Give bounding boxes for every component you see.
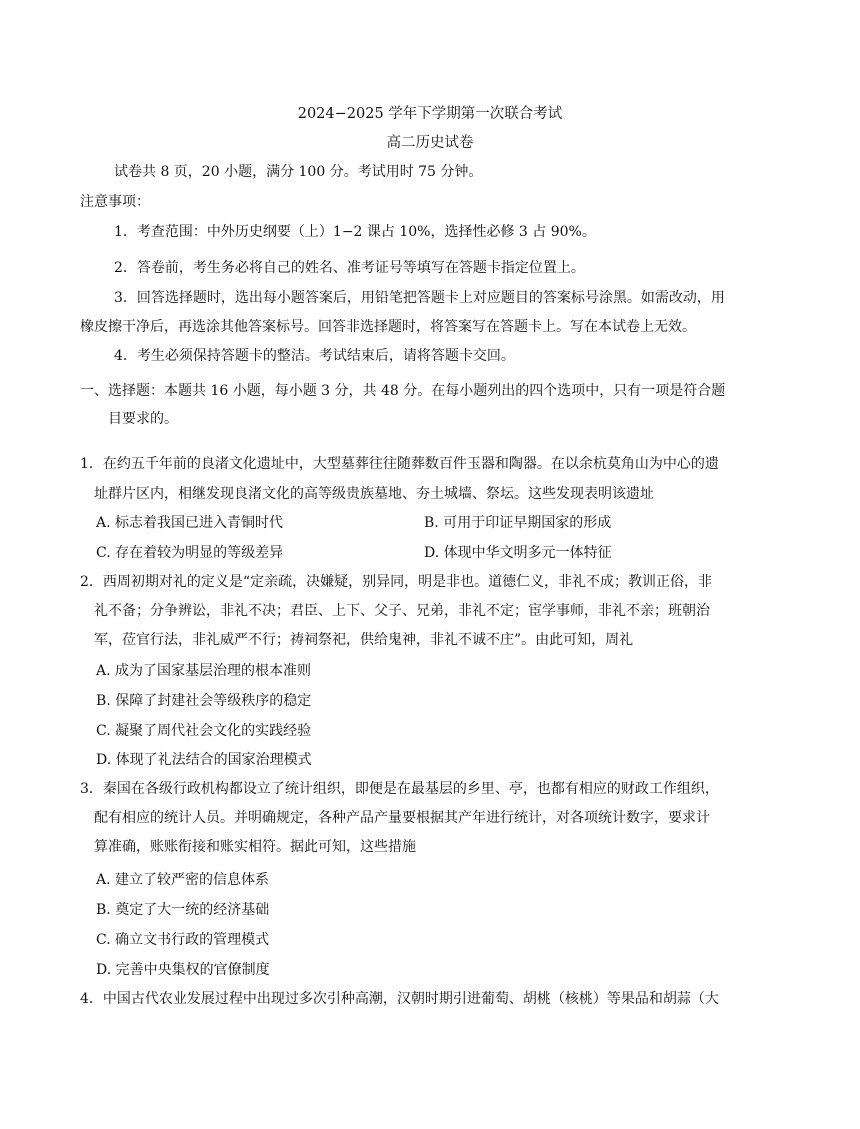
note-item-continued: 橡皮擦干净后，再选涂其他答案标号。回答非选择题时，将答案写在答题卡上。写在本试卷上无效。: [80, 319, 696, 335]
exam-subtitle: 高二历史试卷: [386, 135, 474, 151]
question-2-option-c: C. 凝聚了周代社会文化的实践经验: [96, 723, 312, 739]
exam-info: 试卷共 8 页，20 小题，满分 100 分。考试用时 75 分钟。: [114, 164, 483, 180]
question-2-option-d: D. 体现了礼法结合的国家治理模式: [96, 752, 312, 768]
note-item: 4．考生必须保持答题卡的整洁。考试结束后，请将答题卡交回。: [114, 348, 515, 364]
question-1-text: 址群片区内，相继发现良渚文化的高等级贵族墓地、夯土城墙、祭坛。这些发现表明该遗址: [94, 486, 654, 502]
question-2-text: 2．西周初期对礼的定义是“定亲疏，决嫌疑，别异同，明是非也。道德仁义，非礼不成；教训正俗，非: [80, 574, 713, 590]
notes-heading: 注意事项：: [80, 194, 150, 210]
question-3-option-c: C. 确立文书行政的管理模式: [96, 932, 270, 948]
note-item: 3．回答选择题时，选出每小题答案后，用铅笔把答题卡上对应题目的答案标号涂黑。如需改动，用: [114, 290, 725, 306]
exam-title: 2024−2025 学年下学期第一次联合考试: [297, 106, 563, 122]
section-heading-continued: 目要求的。: [108, 411, 178, 427]
question-3-text: 配有相应的统计人员。并明确规定，各种产品产量要根据其产年进行统计，对各项统计数字，要求计: [94, 810, 710, 826]
question-3-option-b: B. 奠定了大一统的经济基础: [96, 902, 270, 918]
question-3-option-d: D. 完善中央集权的官僚制度: [96, 962, 270, 978]
question-2-text: 军，莅官行法，非礼威严不行；祷祠祭祀，供给鬼神，非礼不诚不庄”。由此可知，周礼: [94, 632, 634, 648]
note-item: 1．考查范围：中外历史纲要（上）1−2 课占 10%，选择性必修 3 占 90%。: [114, 224, 596, 240]
question-2-option-b: B. 保障了封建社会等级秩序的稳定: [96, 693, 312, 709]
question-4-text: 4．中国古代农业发展过程中出现过多次引种高潮，汉朝时期引进葡萄、胡桃（核桃）等果品和胡蒜（大: [80, 991, 719, 1007]
question-1-option-c: C. 存在着较为明显的等级差异: [96, 545, 284, 561]
question-3-text: 算准确，账账衔接和账实相符。据此可知，这些措施: [94, 839, 416, 855]
question-1-option-d: D. 体现中华文明多元一体特征: [424, 545, 612, 561]
question-1-text: 1．在约五千年前的良渚文化遗址中，大型墓葬往往随葬数百件玉器和陶器。在以余杭莫角山为中心的遗: [80, 456, 719, 472]
question-2-option-a: A. 成为了国家基层治理的根本准则: [96, 663, 312, 679]
note-item: 2．答卷前，考生务必将自己的姓名、准考证号等填写在答题卡指定位置上。: [114, 260, 585, 276]
question-3-option-a: A. 建立了较严密的信息体系: [96, 872, 270, 888]
section-heading: 一、选择题：本题共 16 小题，每小题 3 分，共 48 分。在每小题列出的四个选项中，只有一项是符合题: [80, 383, 726, 399]
question-1-option-a: A. 标志着我国已进入青铜时代: [96, 515, 284, 531]
question-1-option-b: B. 可用于印证早期国家的形成: [424, 515, 612, 531]
question-3-text: 3．秦国在各级行政机构都设立了统计组织，即便是在最基层的乡里、亭，也都有相应的财政工作组织，: [80, 781, 719, 797]
question-2-text: 礼不备；分争辨讼，非礼不决；君臣、上下、父子、兄弟，非礼不定；宦学事师，非礼不亲；班朝治: [94, 603, 710, 619]
